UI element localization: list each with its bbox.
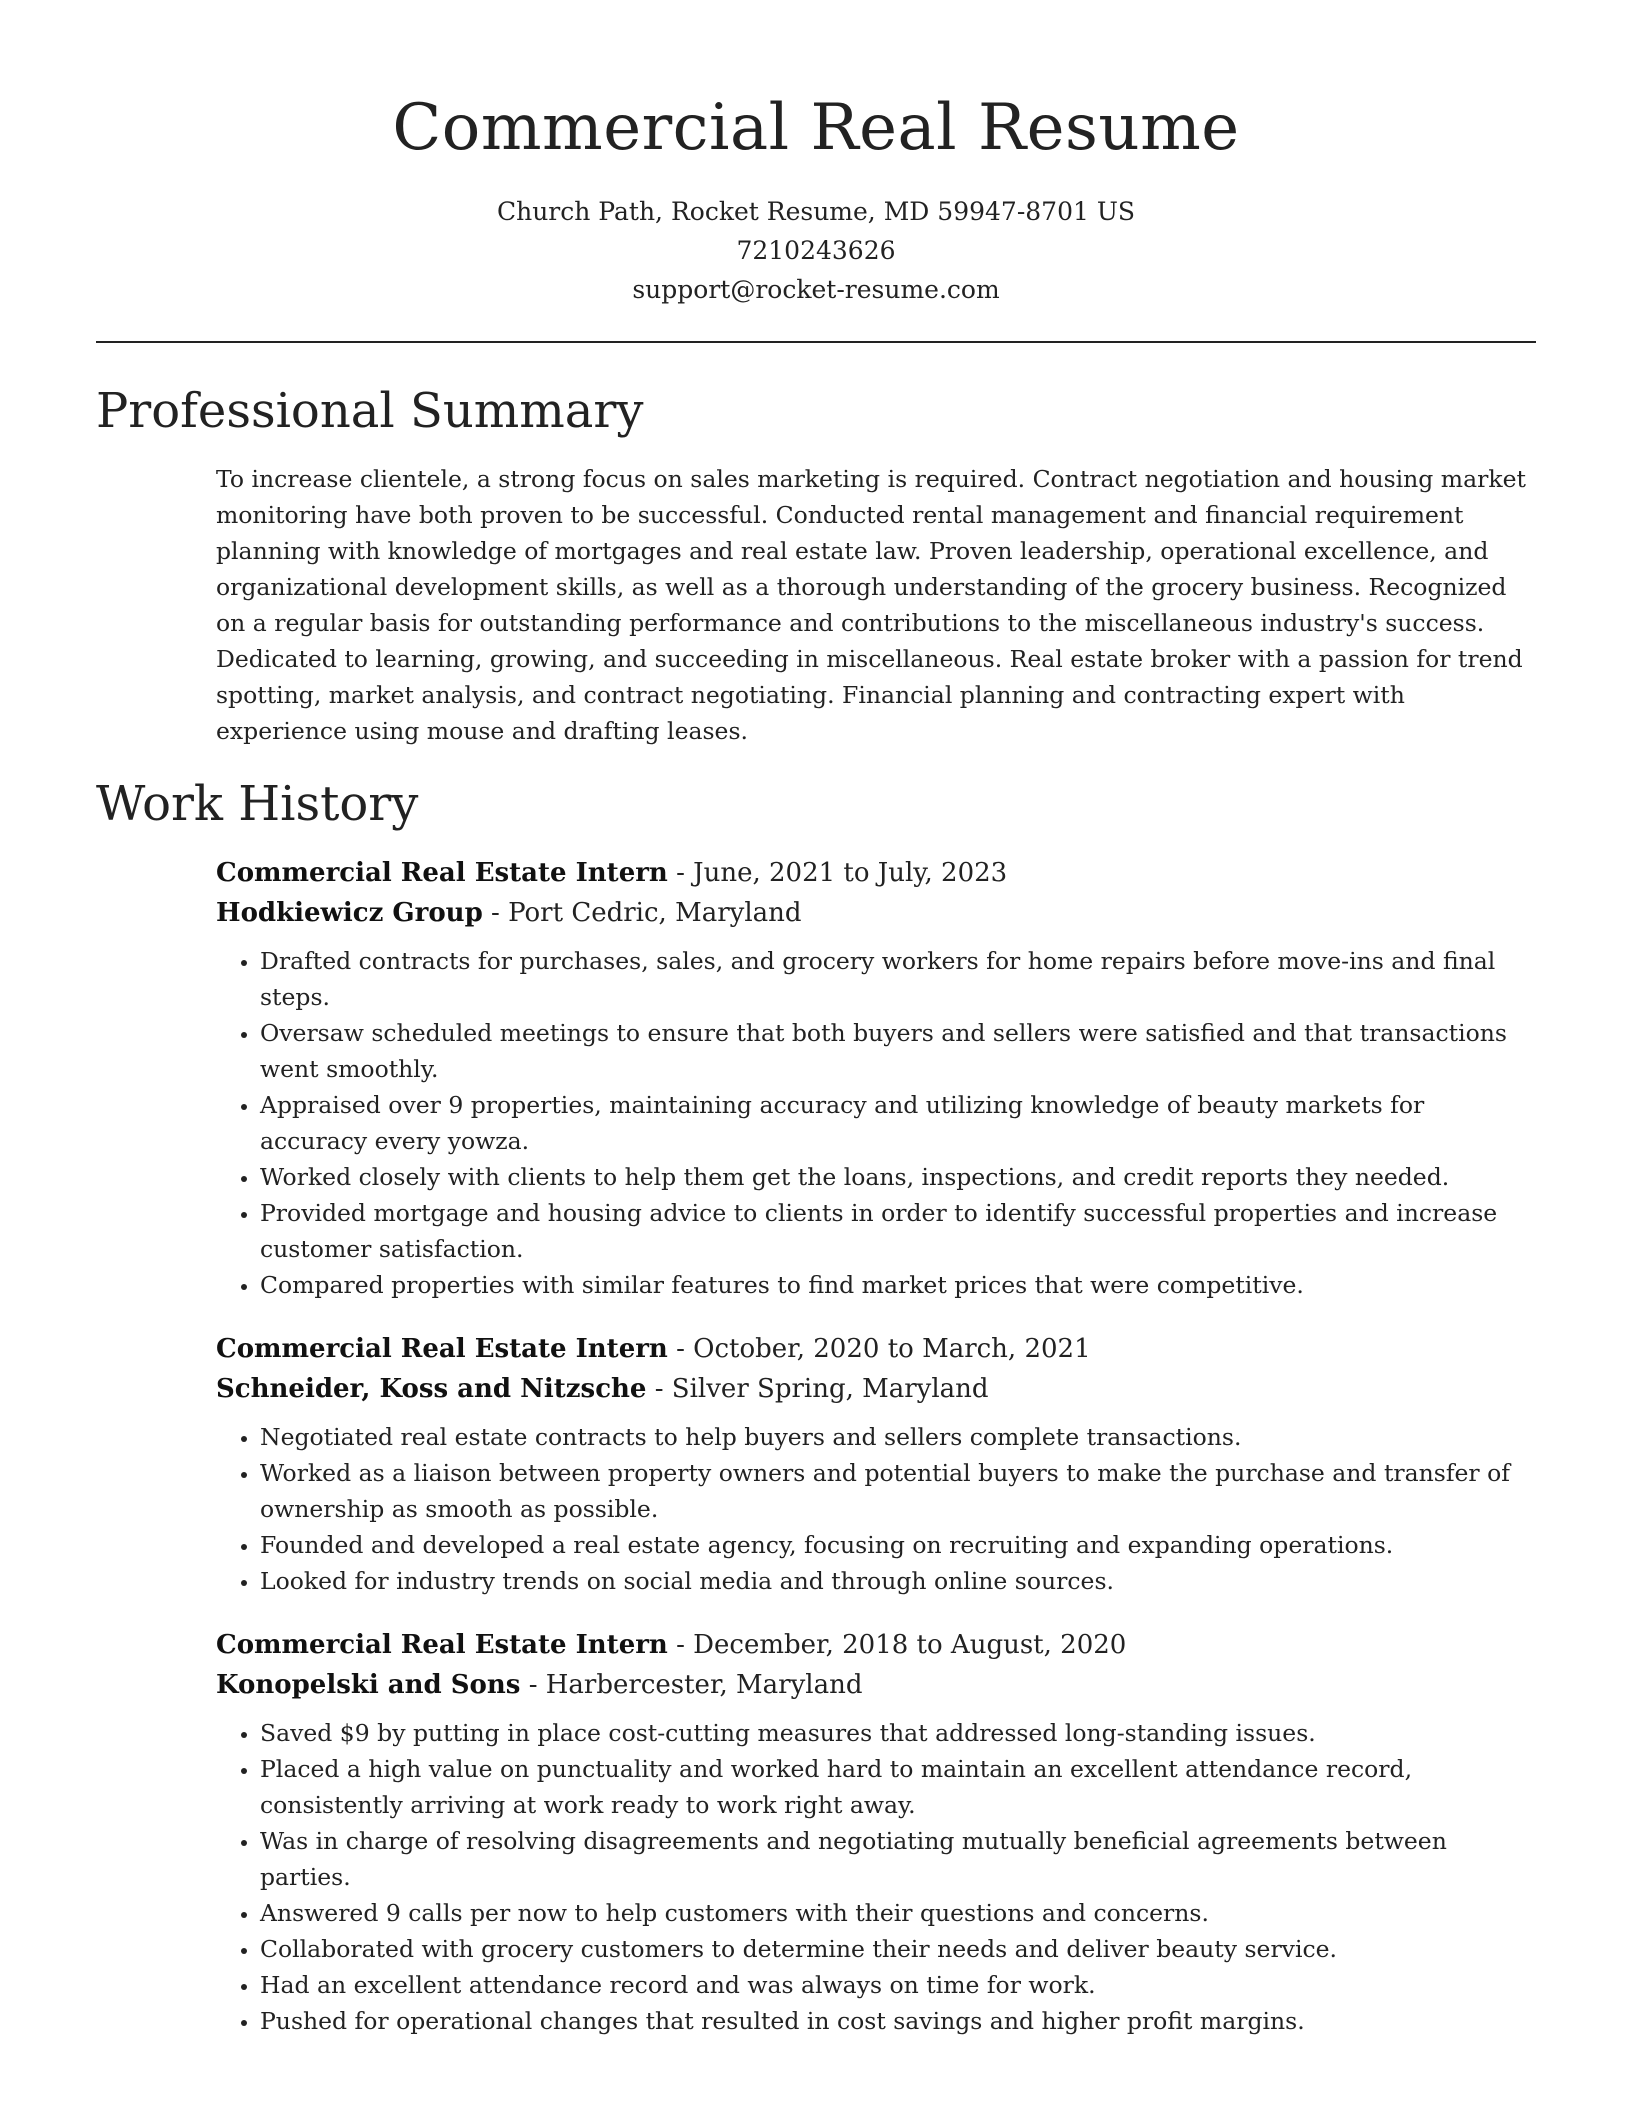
job-bullets [216, 943, 1532, 1303]
job-company: Schneider, Koss and Nitzsche [216, 1374, 647, 1404]
job-bullets [216, 1419, 1532, 1599]
list-item: • Drafted contracts for purchases, sales, and grocery workers for home repairs before move-ins and final steps. [260, 943, 1532, 1015]
list-item: • Placed a high value on punctuality and worked hard to maintain an excellent attendance record, consistently arriving at work ready to work right away. [260, 1751, 1532, 1823]
job-company: Hodkiewicz Group [216, 898, 483, 928]
job-entry-1 [216, 853, 1532, 1303]
list-item: • Answered 9 calls per now to help customers with their questions and concerns. [260, 1895, 1532, 1931]
job-title-line [216, 1329, 1532, 1369]
list-item: • Founded and developed a real estate agency, focusing on recruiting and expanding operations. [260, 1527, 1532, 1563]
job-title-line [216, 853, 1532, 893]
contact-block [0, 192, 1632, 309]
job-location: - Harbercester, Maryland [520, 1670, 863, 1700]
job-entry-2 [216, 1329, 1532, 1599]
list-item: • Provided mortgage and housing advice to clients in order to identify successful properties and increase customer satisfaction. [260, 1195, 1532, 1267]
list-item: • Pushed for operational changes that resulted in cost savings and higher profit margins. [260, 2003, 1532, 2039]
list-item: • Worked closely with clients to help them get the loans, inspections, and credit reports they needed. [260, 1159, 1532, 1195]
header-divider [96, 341, 1536, 343]
list-item: • Worked as a liaison between property owners and potential buyers to make the purchase and transfer of ownership as smooth as possible. [260, 1455, 1532, 1527]
list-item: • Had an excellent attendance record and was always on time for work. [260, 1967, 1532, 2003]
list-item: • Saved $9 by putting in place cost-cutting measures that addressed long-standing issues. [260, 1715, 1532, 1751]
job-bullets [216, 1715, 1532, 2039]
summary-heading: Professional Summary [96, 383, 644, 439]
list-item: • Compared properties with similar features to find market prices that were competitive. [260, 1267, 1532, 1303]
job-location: - Silver Spring, Maryland [646, 1374, 989, 1404]
summary-section [216, 461, 1532, 749]
list-item: • Collaborated with grocery customers to determine their needs and deliver beauty service. [260, 1931, 1532, 1967]
job-position: Commercial Real Estate Intern [216, 1334, 668, 1364]
list-item: • Appraised over 9 properties, maintaining accuracy and utilizing knowledge of beauty markets for accuracy every yowza. [260, 1087, 1532, 1159]
resume-title: Commercial Real Resume [392, 91, 1240, 165]
phone-text: 7210243626 [736, 236, 896, 265]
job-entry-3 [216, 1625, 1532, 2039]
email-text: support@rocket-resume.com [632, 275, 1000, 304]
job-company-line [216, 1665, 1532, 1705]
job-position: Commercial Real Estate Intern [216, 858, 668, 888]
job-dates: - October, 2020 to March, 2021 [667, 1334, 1091, 1364]
job-company-line [216, 1369, 1532, 1409]
address-text: Church Path, Rocket Resume, MD 59947-8701 US [496, 197, 1136, 226]
work-history-heading: Work History [96, 776, 419, 832]
list-item: • Oversaw scheduled meetings to ensure that both buyers and sellers were satisfied and that transactions went smoothly. [260, 1015, 1532, 1087]
summary-text: To increase clientele, a strong focus on sales marketing is required. Contract negotiation and housing market monitoring have both proven to be successful. Conducted rental management and financial requirement planning with knowledge of mortgages and real estate law. Proven leadership, operational excellence, and organizational development skills, as well as a thorough understanding of the grocery business. Recognized on a regular basis for outstanding performance and contributions to the miscellaneous industry's success. Dedicated to learning, growing, and succeeding in miscellaneous. Real estate broker with a passion for trend spotting, market analysis, and contract negotiating. Financial planning and contracting expert with experience using mouse and drafting leases. [216, 465, 1526, 745]
job-position: Commercial Real Estate Intern [216, 1630, 668, 1660]
work-history-section [216, 853, 1532, 2065]
list-item: • Was in charge of resolving disagreements and negotiating mutually beneficial agreements between parties. [260, 1823, 1532, 1895]
list-item: • Looked for industry trends on social media and through online sources. [260, 1563, 1532, 1599]
job-company: Konopelski and Sons [216, 1670, 521, 1700]
resume-header [0, 0, 1632, 309]
job-location: - Port Cedric, Maryland [482, 898, 802, 928]
list-item: • Negotiated real estate contracts to help buyers and sellers complete transactions. [260, 1419, 1532, 1455]
job-dates: - December, 2018 to August, 2020 [667, 1630, 1127, 1660]
job-company-line [216, 893, 1532, 933]
job-title-line [216, 1625, 1532, 1665]
job-dates: - June, 2021 to July, 2023 [667, 858, 1008, 888]
